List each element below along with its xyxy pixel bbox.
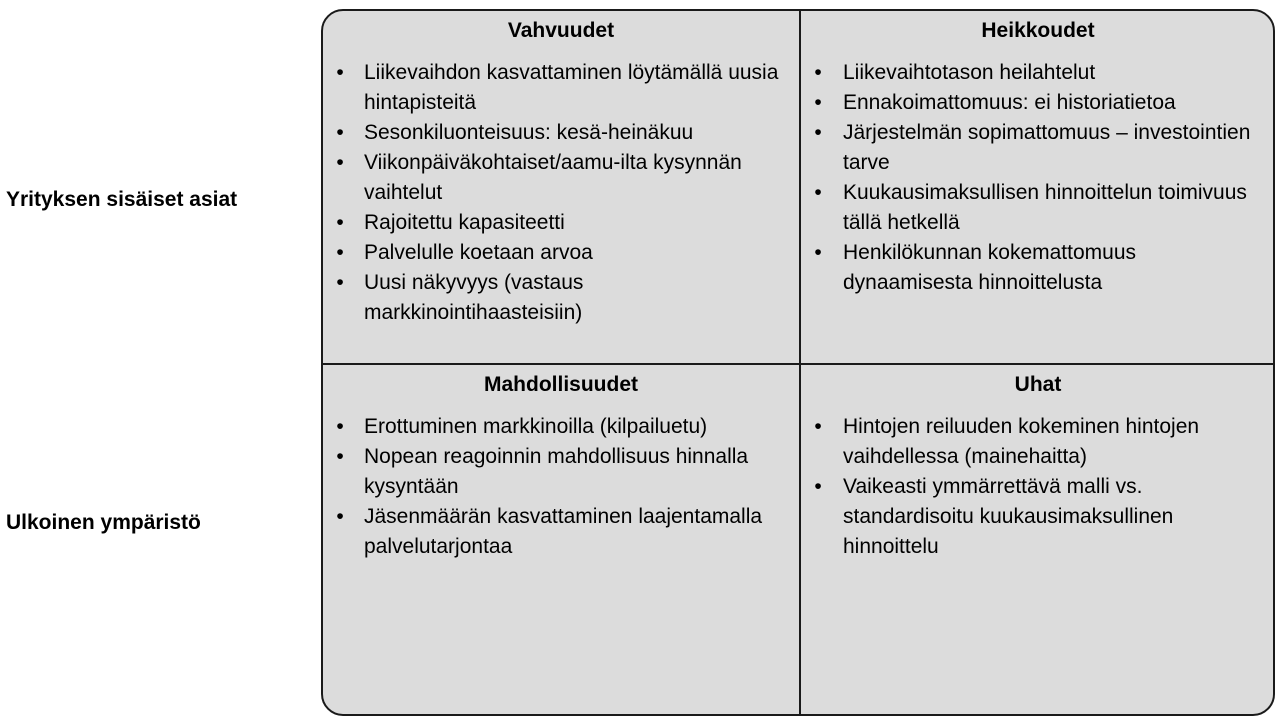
list-item-text: Erottuminen markkinoilla (kilpailuetu): [364, 415, 708, 438]
list-item-text: Henkilökunnan kokemattomuus dynaamisesta hinnoittelusta: [843, 241, 1136, 294]
list-item-text: Liikevaihtotason heilahtelut: [843, 61, 1096, 84]
list-item: [801, 472, 1275, 562]
list-item: [323, 118, 799, 148]
quadrant-title-opportunities: Mahdollisuudet: [484, 373, 638, 396]
list-item: [801, 178, 1275, 238]
list-item: [323, 208, 799, 238]
list-item-text: Liikevaihdon kasvattaminen löytämällä uusia hintapisteitä: [364, 61, 779, 114]
bullet-icon: •: [814, 415, 822, 438]
list-item: [801, 238, 1275, 298]
list-item: [323, 58, 799, 118]
list-item: [323, 148, 799, 208]
quadrant-threats: [801, 365, 1275, 716]
list-item-text: Ennakoimattomuus: ei historiatietoa: [843, 91, 1176, 114]
bullet-icon: •: [814, 61, 822, 84]
bullet-icon: •: [814, 91, 822, 114]
bullet-icon: •: [336, 241, 344, 264]
list-item-text: Sesonkiluonteisuus: kesä-heinäkuu: [364, 121, 694, 144]
list-item-text: Vaikeasti ymmärrettävä malli vs. standardisoitu kuukausimaksullinen hinnoittelu: [843, 475, 1174, 558]
list-item-text: Hintojen reiluuden kokeminen hintojen vaihdellessa (mainehaitta): [843, 415, 1200, 468]
bullet-icon: •: [336, 415, 344, 438]
list-item-text: Uusi näkyvyys (vastaus markkinointihaasteisiin): [364, 271, 584, 324]
list-item-text: Jäsenmäärän kasvattaminen laajentamalla palvelutarjontaa: [364, 505, 763, 558]
quadrant-weaknesses: [801, 11, 1275, 363]
bullet-icon: •: [336, 61, 344, 84]
bullet-icon: •: [814, 121, 822, 144]
list-item-text: Nopean reagoinnin mahdollisuus hinnalla kysyntään: [364, 445, 749, 498]
list-item: [323, 442, 799, 502]
bullet-icon: •: [336, 445, 344, 468]
bullet-icon: •: [336, 121, 344, 144]
bullet-icon: •: [814, 241, 822, 264]
quadrant-title-strengths: Vahvuudet: [507, 19, 615, 42]
bullet-icon: •: [814, 181, 822, 204]
opportunities-list: [323, 412, 799, 562]
list-item: [323, 412, 799, 442]
list-item: [801, 58, 1275, 88]
list-item: [323, 502, 799, 562]
row-label-internal: Yrityksen sisäiset asiat: [6, 188, 238, 211]
weaknesses-list: [801, 58, 1275, 298]
list-item: [323, 268, 799, 328]
swot-matrix: [321, 9, 1275, 716]
list-item-text: Palvelulle koetaan arvoa: [364, 241, 593, 264]
list-item: [801, 118, 1275, 178]
quadrant-title-weaknesses: Heikkoudet: [981, 19, 1095, 42]
list-item: [801, 412, 1275, 472]
bullet-icon: •: [336, 505, 344, 528]
threats-list: [801, 412, 1275, 562]
list-item-text: Kuukausimaksullisen hinnoittelun toimivuus tällä hetkellä: [843, 181, 1247, 234]
bullet-icon: •: [336, 211, 344, 234]
quadrant-opportunities: [323, 365, 799, 716]
list-item: [801, 88, 1275, 118]
quadrant-title-threats: Uhat: [1014, 373, 1062, 396]
list-item-text: Rajoitettu kapasiteetti: [364, 211, 565, 234]
list-item-text: Viikonpäiväkohtaiset/aamu-ilta kysynnän vaihtelut: [364, 151, 742, 204]
bullet-icon: •: [814, 475, 822, 498]
bullet-icon: •: [336, 151, 344, 174]
strengths-list: [323, 58, 799, 328]
row-label-external: Ulkoinen ympäristö: [6, 511, 201, 534]
list-item: [323, 238, 799, 268]
quadrant-strengths: [323, 11, 799, 363]
bullet-icon: •: [336, 271, 344, 294]
list-item-text: Järjestelmän sopimattomuus – investointien tarve: [843, 121, 1251, 174]
